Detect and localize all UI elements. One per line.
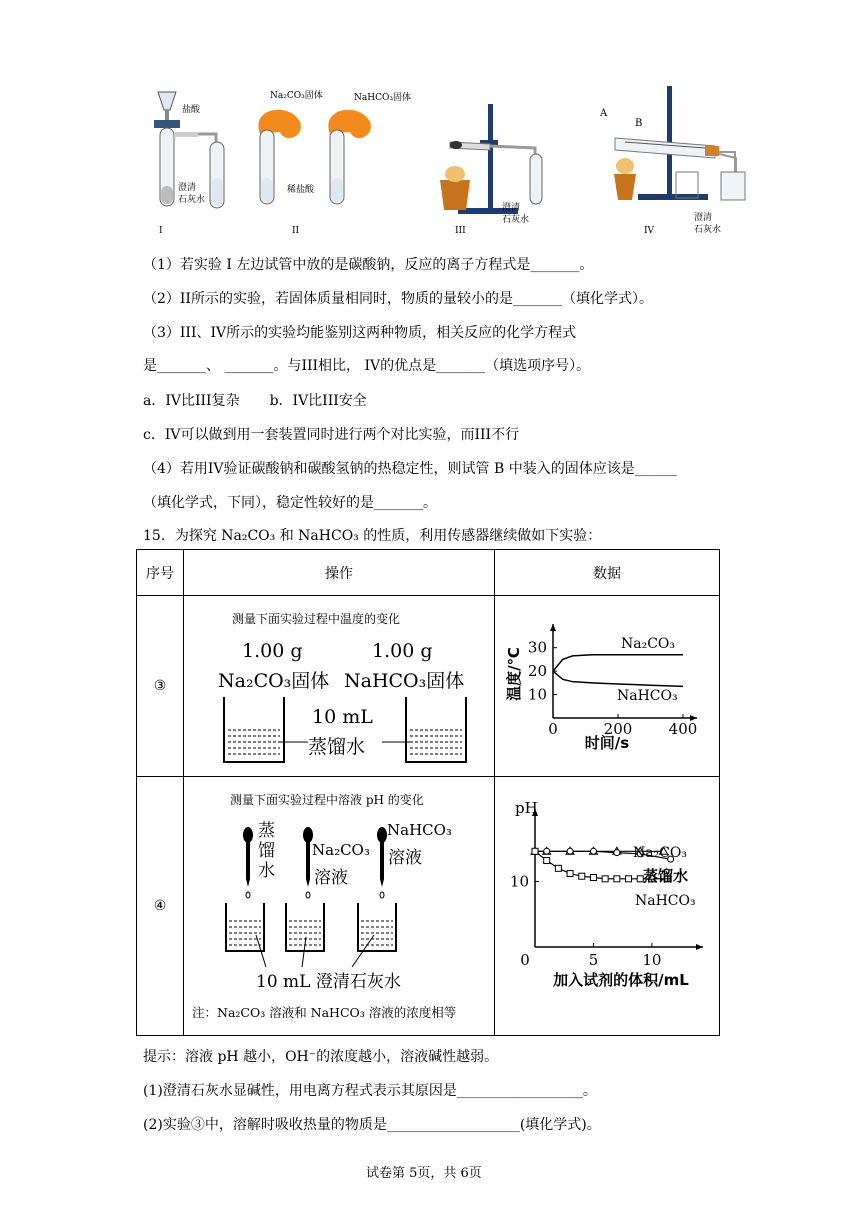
q14-part4-a: （4）若用IV验证碳酸钠和碳酸氢钠的热稳定性，则试管 B 中装入的固体应该是______ — [143, 461, 677, 477]
temperature-chart — [495, 596, 719, 776]
row3-solid1: Na₂CO₃固体 — [218, 670, 330, 692]
apparatus-ii — [258, 110, 370, 204]
point-square — [626, 876, 632, 882]
row3-op-title: 测量下面实验过程中温度的变化 — [232, 612, 401, 626]
table-header-row — [137, 550, 720, 596]
row3-mass2: 1.00 g — [372, 640, 433, 662]
dropper1-char-3: 水 — [258, 861, 275, 881]
table-row-3 — [137, 596, 720, 777]
row3-num: ③ — [137, 596, 184, 777]
label-b: B — [635, 118, 643, 129]
x-tick-label: 10 — [642, 951, 662, 969]
x-tick-label: 200 — [603, 720, 633, 738]
dropper3-label-b: 溶液 — [388, 848, 422, 868]
option-a-text: a．IV比III复杂 — [143, 393, 240, 409]
roman-ii: II — [292, 226, 300, 236]
y-tick-label: 10 — [509, 872, 529, 891]
apparatus-iv — [614, 86, 745, 200]
series-line-0 — [553, 655, 683, 671]
series-label-na2co3: Na₂CO₃ — [621, 636, 676, 652]
roman-iv: IV — [644, 226, 655, 236]
row4-op-title: 测量下面实验过程中溶液 pH 的变化 — [230, 793, 424, 807]
q14-part1: （1）若实验 I 左边试管中放的是碳酸钠，反应的离子方程式是_______。 — [143, 257, 594, 273]
point-square — [579, 873, 585, 879]
roman-iii: III — [455, 226, 466, 236]
q15-intro: 15．为探究 Na₂CO₃ 和 NaHCO₃ 的性质，利用传感器继续做如下实验： — [143, 528, 602, 544]
row4-num: ④ — [137, 777, 184, 1036]
series-label-water: 蒸馏水 — [643, 867, 689, 885]
row3-solid2: NaHCO₃固体 — [344, 670, 465, 692]
q15-question-1: (1)澄清石灰水显碱性，用电离方程式表示其原因是__________________。 — [143, 1083, 597, 1099]
y-axis-arrow — [550, 624, 556, 631]
point-square — [602, 876, 608, 882]
row4-chart-cell — [495, 777, 720, 1036]
q14-part4-b: （填化学式，下同），稳定性较好的是_______。 — [143, 495, 437, 511]
row4-beakers — [184, 777, 494, 1035]
label-limewater-1: 澄清 — [178, 183, 197, 193]
dropper2-label-b: 溶液 — [314, 868, 348, 888]
dropper-1 — [243, 827, 253, 898]
dropper-3 — [377, 827, 387, 898]
y-axis-title: 温度/℃ — [505, 647, 523, 701]
q14-option-c: c．IV可以做到用一套装置同时进行两个对比实验，而III不行 — [143, 427, 520, 443]
dropper1-char-2: 馏 — [258, 841, 275, 861]
q14-part3-a: （3）III、IV所示的实验均能鉴别这两种物质，相关反应的化学方程式 — [143, 325, 577, 341]
row3-operation — [184, 596, 495, 777]
label-limewater-iii-2: 石灰水 — [502, 215, 530, 225]
point-circle — [590, 848, 596, 854]
label-dilute-hcl: 稀盐酸 — [287, 185, 315, 195]
point-square — [532, 848, 538, 854]
option-b-text: b．IV比III安全 — [269, 393, 367, 409]
page-footer: 试卷第 5页，共 6页 — [366, 1166, 482, 1181]
dropper-2 — [303, 827, 313, 898]
point-square — [555, 865, 561, 871]
header-num: 序号 — [137, 550, 184, 596]
dropper3-label-a: NaHCO₃ — [387, 821, 452, 839]
label-limewater-iv-2: 石灰水 — [694, 225, 722, 235]
experiment-table — [136, 549, 720, 1036]
q14-part3-b: 是_______、 _______。与III相比， IV的优点是_______（填选项序号）。 — [143, 358, 591, 374]
row4-operation — [184, 777, 495, 1036]
y-tick-label: 20 — [527, 662, 547, 681]
apparatus-drawing — [140, 82, 760, 240]
ph-chart — [495, 777, 719, 1035]
x-axis-title: 时间/s — [584, 734, 630, 752]
apparatus-figure — [140, 82, 760, 240]
label-hcl: 盐酸 — [182, 105, 201, 115]
row3-water-name: 蒸馏水 — [308, 736, 366, 758]
label-nahco3-solid: NaHCO₃固体 — [354, 93, 411, 103]
q14-option-a — [143, 390, 367, 410]
label-na2co3-solid: Na₂CO₃固体 — [270, 91, 323, 101]
row4-note: 注：Na₂CO₃ 溶液和 NaHCO₃ 溶液的浓度相等 — [192, 1005, 457, 1020]
x-tick-label: 0 — [520, 951, 530, 969]
series-label-nahco3: NaHCO₃ — [635, 893, 696, 909]
label-limewater-2: 石灰水 — [178, 195, 206, 205]
roman-i: I — [159, 226, 163, 236]
q15-question-2: (2)实验③中，溶解时吸收热量的物质是___________________(填化学式)。 — [143, 1117, 601, 1133]
hint-text: 提示：溶液 pH 越小，OH⁻的浓度越小，溶液碱性越弱。 — [143, 1049, 499, 1065]
point-circle — [567, 848, 573, 854]
apparatus-iii — [440, 104, 542, 214]
row3-mass1: 1.00 g — [242, 640, 303, 662]
point-square — [614, 876, 620, 882]
point-circle — [544, 848, 550, 854]
limewater-label: 10 mL 澄清石灰水 — [256, 972, 401, 992]
point-square — [567, 871, 573, 877]
y-tick-label: 30 — [527, 638, 547, 657]
row3-water-vol: 10 mL — [312, 706, 373, 728]
x-tick-label: 5 — [588, 951, 599, 969]
row3-chart-cell — [495, 596, 720, 777]
label-limewater-iv-1: 澄清 — [694, 213, 713, 223]
series-label-nahco3: NaHCO₃ — [617, 688, 678, 704]
y-axis-title: pH — [515, 799, 538, 817]
dropper1-label — [258, 821, 275, 881]
header-operation: 操作 — [184, 550, 495, 596]
x-axis-arrow — [696, 944, 703, 950]
q14-part2: （2）II所示的实验，若固体质量相同时，物质的量较小的是_______（填化学式）。 — [143, 291, 653, 307]
header-data: 数据 — [495, 550, 720, 596]
label-limewater-iii-1: 澄清 — [502, 203, 521, 213]
point-circle — [614, 850, 620, 856]
series-label-na2co3: Na₂CO₃ — [633, 845, 688, 861]
series-line-1 — [553, 671, 683, 686]
x-tick-label: 0 — [548, 720, 558, 738]
y-tick-label: 10 — [527, 685, 547, 704]
table-row-4 — [137, 777, 720, 1036]
x-axis-title: 加入试剂的体积/mL — [553, 971, 689, 989]
label-a: A — [600, 108, 608, 119]
x-tick-label: 400 — [668, 720, 698, 738]
dropper1-char-1: 蒸 — [258, 821, 275, 841]
point-square — [544, 857, 550, 863]
row3-beakers — [184, 596, 494, 776]
point-square — [590, 875, 596, 881]
dropper2-label-a: Na₂CO₃ — [312, 841, 370, 859]
